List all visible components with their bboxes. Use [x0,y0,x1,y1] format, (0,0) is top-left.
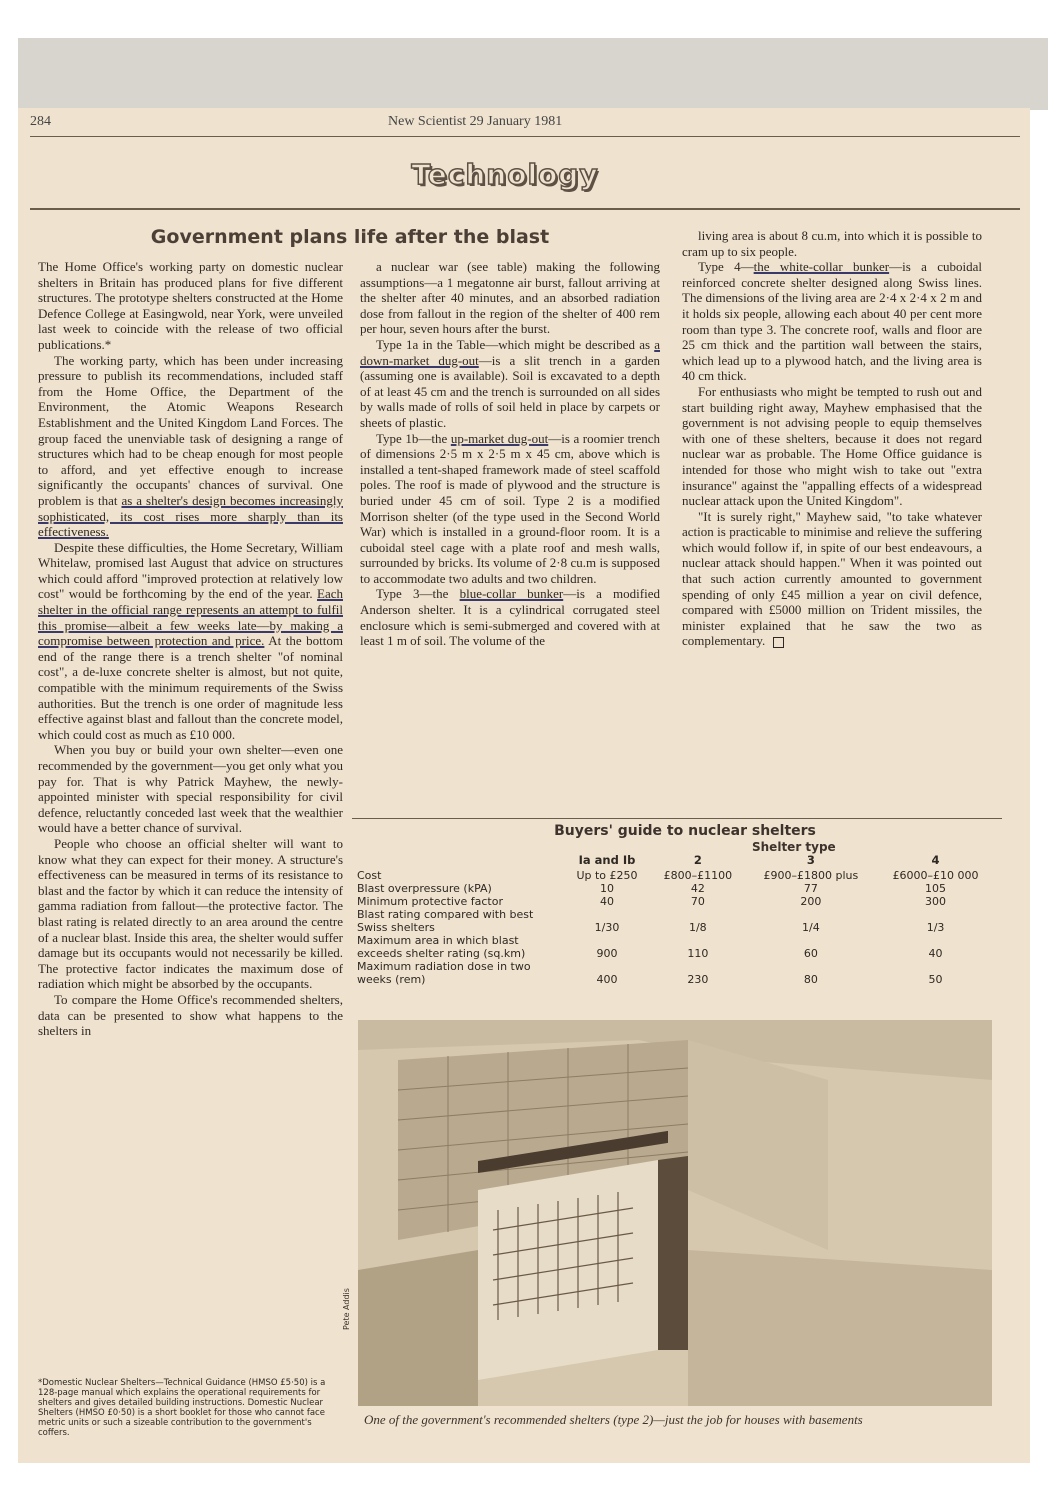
underlined-text: blue-collar bunker [459,586,564,602]
paragraph [682,228,982,259]
table-cell: 50 [928,973,943,986]
underlined-text: up-market dug-out [450,430,549,446]
table-row-label: Blast rating compared with best Swiss shelters [357,908,534,934]
table-row-label: Blast overpressure (kPA) [357,882,492,895]
paragraph-text: —is a modified Anderson shelter. It is a cylindrical corrugated steel enclosure which is semi-submerged and covered with at least 1 m of soil. The volume of the [360,586,660,649]
table-cell: 1/4 [802,921,820,934]
table-cell: £6000–£10 000 [892,869,979,882]
footnote: *Domestic Nuclear Shelters—Technical Guidance (HMSO £5·50) is a 128-page manual which explains the operational requirements for shelters and gives detailed building instructions. Domestic Nuclear Shelters (HMSO £0·50) is a short booklet for those who cannot face metric units or such a sizeable contribution to the government's coffers. [38,1378,326,1438]
table-row-label: Cost [357,869,382,882]
table-cell: 200 [800,895,822,908]
paragraph [682,259,982,384]
header-rule [30,136,1020,137]
shelter-photo [358,1020,992,1406]
paragraph-text: To compare the Home Office's recommended shelters, data can be presented to show what happens to the shelters in [38,991,343,1039]
table-cell: 1/3 [926,921,945,934]
paragraph [360,337,660,431]
paragraph [38,259,343,353]
paragraph-text: —is a cuboidal reinforced concrete shelter designed along Swiss lines. The dimensions of the living area are 2·4 x 2·4 x 2 m and it holds six people, allowing each about 40 per cent more room than type 3. The concrete roof, walls and floor are 25 cm thick and the partition wall between the stairs, which lead up to a plywood hatch, and the living area is 40 cm thick. [682,259,982,384]
table-row-label: Maximum area in which blast exceeds shelter rating (sq.km) [357,934,526,960]
table-title: Buyers' guide to nuclear shelters [554,823,816,839]
paragraph-text: "It is surely right," Mayhew said, "to take whatever action is practicable to minimise and relieve the suffering which would follow if, in spite of our best endeavours, a nuclear attack should happen." When it was pointed out that such action currently amounted to government spending of only £45 million a year on civil defence, compared with £5000 million on Trident missiles, the minister explained that he saw the two as complementary. [682,508,982,649]
table-column-header: Ia and Ib [578,853,636,867]
table-row-label: Minimum protective factor [357,895,503,908]
table-cell: Up to £250 [576,869,638,882]
paragraph-text: —is a roomier trench of dimensions 2·5 m x 2·5 m x 45 cm, above which is installed a tent-shaped framework made of steel scaffold poles. The roof is made of plywood and the structure is buried under 45 cm of soil. Type 2 is a modified Morrison shelter (of the type used in the Second World War) which is installed in a ground-floor room. It is a cuboidal steel cage with a plate roof and mesh walls, surrounded by bricks. Its volume of 2·8 cu.m is supposed to accommodate two adults and two children. [360,430,661,586]
shelter-table [355,853,995,986]
table-row [355,895,995,908]
paragraph [360,431,660,587]
paragraph-text: Type 1b—the [376,430,451,446]
article-column-1 [38,259,343,1039]
underlined-text: a down-market dug-out [360,336,660,368]
paragraph-text: Despite these difficulties, the Home Secretary, William Whitelaw, promised last August that advice on structures which could afford "improved protection at relatively low cost" would be forthcoming by the end of the year. [38,539,343,602]
paragraph [38,540,343,743]
paragraph-text: a nuclear war (see table) making the following assumptions—a 1 megatonne air burst, fallout arriving at the shelter after 40 minutes, and an absorbed radiation dose from fallout in the region of the shelter of 400 rem per hour, seven hours after the burst. [360,259,660,337]
table-column-header: 2 [693,853,702,867]
table-cell: 900 [596,947,618,960]
paragraph-text: living area is about 8 cu.m, into which it is possible to cram up to six people. [682,228,982,259]
end-mark-icon [773,637,784,648]
table-cell: 110 [687,947,709,960]
section-banner: Technology [411,158,599,191]
table-cell: 42 [690,882,705,895]
table-row [355,908,995,934]
table-row [355,869,995,882]
table-rule [352,818,1002,819]
table-cell: 60 [803,947,818,960]
table-cell: £800–£1100 [663,869,733,882]
paragraph [360,586,660,648]
underlined-text: Each shelter in the official range represents an attempt to fulfil this promise—albeit a few weeks late—by making a compromise between protection and price. [38,586,343,649]
table-column-header: 3 [806,853,815,867]
table-cell: 70 [690,895,705,908]
table-row [355,882,995,895]
table-cell: 40 [599,895,614,908]
scan-background [18,38,1048,110]
paragraph-text: The Home Office's working party on domestic nuclear shelters in Britain has produced plans for five different structures. The prototype shelters constructed at the Home Defence College at Easingwold, near York, were unveiled last week to coincide with the release of two official publications.* [38,259,343,352]
article-headline: Government plans life after the blast [150,226,550,248]
paragraph-text: Type 3—the [376,586,460,602]
table-subtitle: Shelter type [752,840,836,854]
table-column-header: 4 [931,853,940,867]
table-cell: 80 [803,973,818,986]
paragraph [682,384,982,509]
table-cell: 40 [928,947,943,960]
paragraph-text: For enthusiasts who might be tempted to rush out and start building right away, Mayhew emphasised that the government is not advising people to equip themselves with one of these shelters, because it does not regard nuclear war as probable. The Home Office guidance is intended for those who might wish to take out "extra insurance" against the "appalling effects of a widespread nuclear attack upon the United Kingdom". [682,383,982,509]
paragraph [38,992,343,1039]
paragraph-text: —is a slit trench in a garden (assuming one is available). Soil is excavated to a depth of at least 45 cm and the trench is surrounded on all sides by walls made of rolls of soil held in place by carpets or sheets of plastic. [360,352,660,430]
paragraph [38,742,343,836]
paragraph-text: When you buy or build your own shelter—even one recommended by the government—you get only what you pay for. That is why Patrick Mayhew, the newly-appointed minister with special responsibility for civil defence, reluctantly conceded last week that the wealthier would have a better chance of survival. [38,742,343,836]
photo-credit: Pete Addis [342,1288,351,1330]
table-cell: 105 [925,882,947,895]
table-cell: 1/8 [688,921,707,934]
table-cell: 400 [596,973,618,986]
table-cell: 230 [687,973,709,986]
paragraph [360,259,660,337]
underlined-text: as a shelter's design becomes increasingly sophisticated, its cost rises more sharply than its effectiveness. [38,492,343,540]
paragraph [38,836,343,992]
paragraph [682,509,982,649]
table-cell: 300 [925,895,947,908]
paragraph [38,353,343,540]
paragraph-text: Type 4— [698,259,754,275]
paragraph-text: People who choose an official shelter will want to know what they can expect for their money. A structure's effectiveness can be measured in terms of its resistance to blast and the factor by which it can reduce the intensity of gamma radiation from fallout—the protective factor. The blast rating is related directly to an area around the centre of a nuclear blast. Inside this area, the shelter would suffer damage but its occupants would not necessarily be killed. The protective factor indicates the maximum dose of radiation which might be absorbed by the occupants. [38,835,343,992]
paragraph-text: The working party, which has been under increasing pressure to publish its recommendations, included staff from the Home Office, the Department of the Environment, the Atomic Weapons Research Establishment and the United Kingdom Land Forces. The group faced the unenviable task of designing a range of structures which had to be cheap enough for most people to afford, and yet effective enough to increase significantly the occupants' chances of survival. One problem is that [38,352,343,508]
underlined-text: the white-collar bunker [753,259,890,275]
table-cell: £900–£1800 plus [763,869,859,882]
masthead: New Scientist 29 January 1981 [388,114,563,129]
table-cell: 77 [803,882,818,895]
table-row [355,934,995,960]
article-column-3 [682,228,982,649]
paragraph-text: At the bottom end of the range there is a trench shelter "of nominal cost", a de-luxe concrete shelter is almost, but not quite, compatible with the minimum requirements of the Swiss authorities. But the trench is one order of magnitude less effective against blast and fallout than the concrete model, which could cost as much as £10 000. [38,633,343,742]
table-cell: 10 [599,882,614,895]
section-rule [30,208,1020,210]
table-cell: 1/30 [594,921,620,934]
paragraph-text: Type 1a in the Table—which might be described as [376,336,655,352]
page-number: 284 [30,114,51,129]
photo-caption: One of the government's recommended shelters (type 2)—just the job for houses with basements [364,1412,863,1427]
article-column-2 [360,259,660,649]
table-row-label: Maximum radiation dose in two weeks (rem) [357,960,531,986]
shelter-illustration [358,1020,992,1406]
table-row [355,960,995,986]
